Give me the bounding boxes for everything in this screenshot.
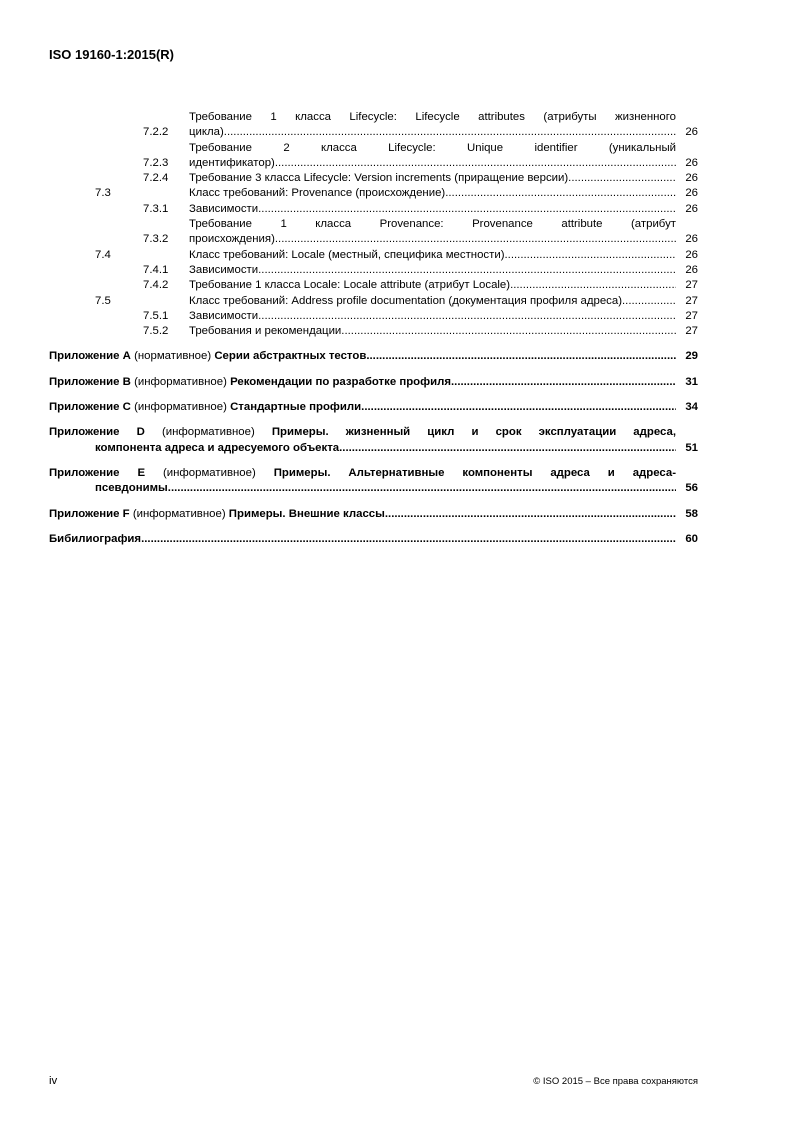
toc-entry-page: 26	[685, 187, 698, 200]
annex-page: 51	[685, 441, 698, 454]
toc-entry-title: Требования и рекомендации	[189, 325, 342, 338]
toc-entry-title: Требование 1 класса Locale: Locale attribute (атрибут Locale)	[189, 279, 511, 292]
toc-entry-number: 7.5	[95, 294, 111, 307]
annex-label: Приложение D	[49, 426, 145, 439]
toc-entry-page: 27	[685, 325, 698, 338]
annex-title: Рекомендации по разработке профиля	[230, 375, 451, 388]
toc-entry-page: 26	[685, 202, 698, 215]
toc-entry-number: 7.3.1	[143, 202, 169, 215]
toc-entry-title: Зависимости	[189, 263, 259, 276]
annex-page: 29	[685, 350, 698, 363]
toc-entries	[49, 110, 698, 339]
toc-entry[interactable]	[49, 294, 698, 309]
toc-entry-title-line1: Требование 1 класса Lifecycle: Lifecycle attributes (атрибуты жизненного	[189, 111, 676, 123]
annex-kind: (информативное)	[162, 466, 256, 479]
annex-kind: (информативное)	[132, 507, 226, 520]
toc-annex[interactable]	[49, 375, 698, 390]
annex-title: псевдонимы	[95, 482, 168, 495]
toc-annex[interactable]	[49, 400, 698, 415]
toc-bibliography[interactable]	[49, 532, 698, 547]
toc-entry[interactable]	[49, 248, 698, 263]
toc-annexes	[49, 349, 698, 521]
toc-entry-page: 26	[685, 248, 698, 261]
document-id: ISO 19160-1:2015(R)	[49, 47, 175, 62]
annex-kind: (информативное)	[134, 401, 227, 414]
annex-label: Приложение E	[49, 466, 146, 479]
table-of-contents	[49, 110, 698, 547]
toc-entry-title: Класс требований: Provenance (происхождение)	[189, 187, 446, 200]
toc-entry-number: 7.4	[95, 248, 111, 261]
annex-title: компонента адреса и адресуемого объекта	[95, 441, 340, 454]
toc-entry[interactable]	[49, 110, 698, 141]
toc-entry[interactable]	[49, 171, 698, 186]
annex-page: 34	[685, 401, 698, 414]
annex-kind: (нормативное)	[134, 350, 212, 363]
toc-entry-number: 7.2.4	[143, 172, 169, 185]
toc-entry[interactable]	[49, 186, 698, 201]
toc-annex[interactable]	[49, 349, 698, 364]
toc-entry-title: идентификатор)	[189, 156, 275, 169]
annex-title: Примеры. Внешние классы	[228, 507, 385, 520]
toc-entry-page: 27	[685, 294, 698, 307]
toc-entry-title: Зависимости	[189, 202, 259, 215]
toc-entry-number: 7.3.2	[143, 233, 169, 246]
toc-annex[interactable]	[49, 466, 698, 497]
toc-entry-page: 26	[685, 156, 698, 169]
annex-label: Приложение C	[49, 401, 131, 414]
annex-label: Приложение F	[49, 507, 130, 520]
toc-annex[interactable]	[49, 507, 698, 522]
annex-title-line1: Примеры. жизненный цикл и срок эксплуатации адреса,	[271, 426, 676, 439]
toc-entry-number: 7.5.1	[143, 309, 169, 322]
annex-title-line1: Примеры. Альтернативные компоненты адреса и адреса-	[273, 466, 677, 479]
toc-entry[interactable]	[49, 309, 698, 324]
annex-title: Серии абстрактных тестов	[214, 350, 367, 363]
annex-page: 31	[685, 375, 698, 388]
annex-page: 58	[685, 507, 698, 520]
toc-entry[interactable]	[49, 217, 698, 248]
toc-entry-page: 27	[685, 309, 698, 322]
toc-entry-title: Зависимости	[189, 309, 259, 322]
toc-entry-page: 26	[685, 126, 698, 139]
copyright-notice: © ISO 2015 – Все права сохраняются	[533, 1076, 698, 1087]
toc-entry[interactable]	[49, 141, 698, 172]
toc-entry-title: Класс требований: Address profile documentation (документация профиля адреса)	[189, 294, 622, 307]
bibliography-page: 60	[685, 532, 698, 545]
toc-entry[interactable]	[49, 278, 698, 293]
toc-entry-title: цикла)	[189, 126, 224, 139]
toc-entry-page: 26	[685, 263, 698, 276]
toc-entry[interactable]	[49, 202, 698, 217]
toc-entry-title-line1: Требование 2 класса Lifecycle: Unique identifier (уникальный	[189, 141, 676, 154]
toc-entry-title: происхождения)	[189, 233, 275, 246]
toc-entry-page: 27	[685, 279, 698, 292]
toc-entry-number: 7.2.2	[143, 126, 169, 139]
annex-label: Приложение B	[49, 375, 131, 388]
toc-entry[interactable]	[49, 263, 698, 278]
annex-kind: (информативное)	[134, 375, 227, 388]
toc-entry[interactable]	[49, 324, 698, 339]
toc-annex[interactable]	[49, 425, 698, 456]
annex-title: Стандартные профили	[230, 401, 362, 414]
toc-entry-title: Класс требований: Locale (местный, специфика местности)	[189, 248, 505, 261]
toc-entry-page: 26	[685, 233, 698, 246]
toc-entry-title-line1: Требование 1 класса Provenance: Provenance attribute (атрибут	[189, 218, 676, 231]
bibliography-label: Бибилиография	[49, 532, 142, 545]
toc-entry-number: 7.3	[95, 187, 111, 200]
toc-entry-number: 7.2.3	[143, 156, 169, 169]
toc-entry-number: 7.4.1	[143, 263, 169, 276]
annex-label: Приложение A	[49, 350, 131, 363]
toc-entry-title: Требование 3 класса Lifecycle: Version increments (приращение версии)	[189, 172, 569, 185]
toc-entry-page: 26	[685, 172, 698, 185]
toc-entry-number: 7.5.2	[143, 325, 169, 338]
annex-kind: (информативное)	[161, 426, 255, 439]
toc-entry-number: 7.4.2	[143, 279, 169, 292]
page-number: iv	[49, 1075, 58, 1087]
annex-page: 56	[685, 482, 698, 495]
